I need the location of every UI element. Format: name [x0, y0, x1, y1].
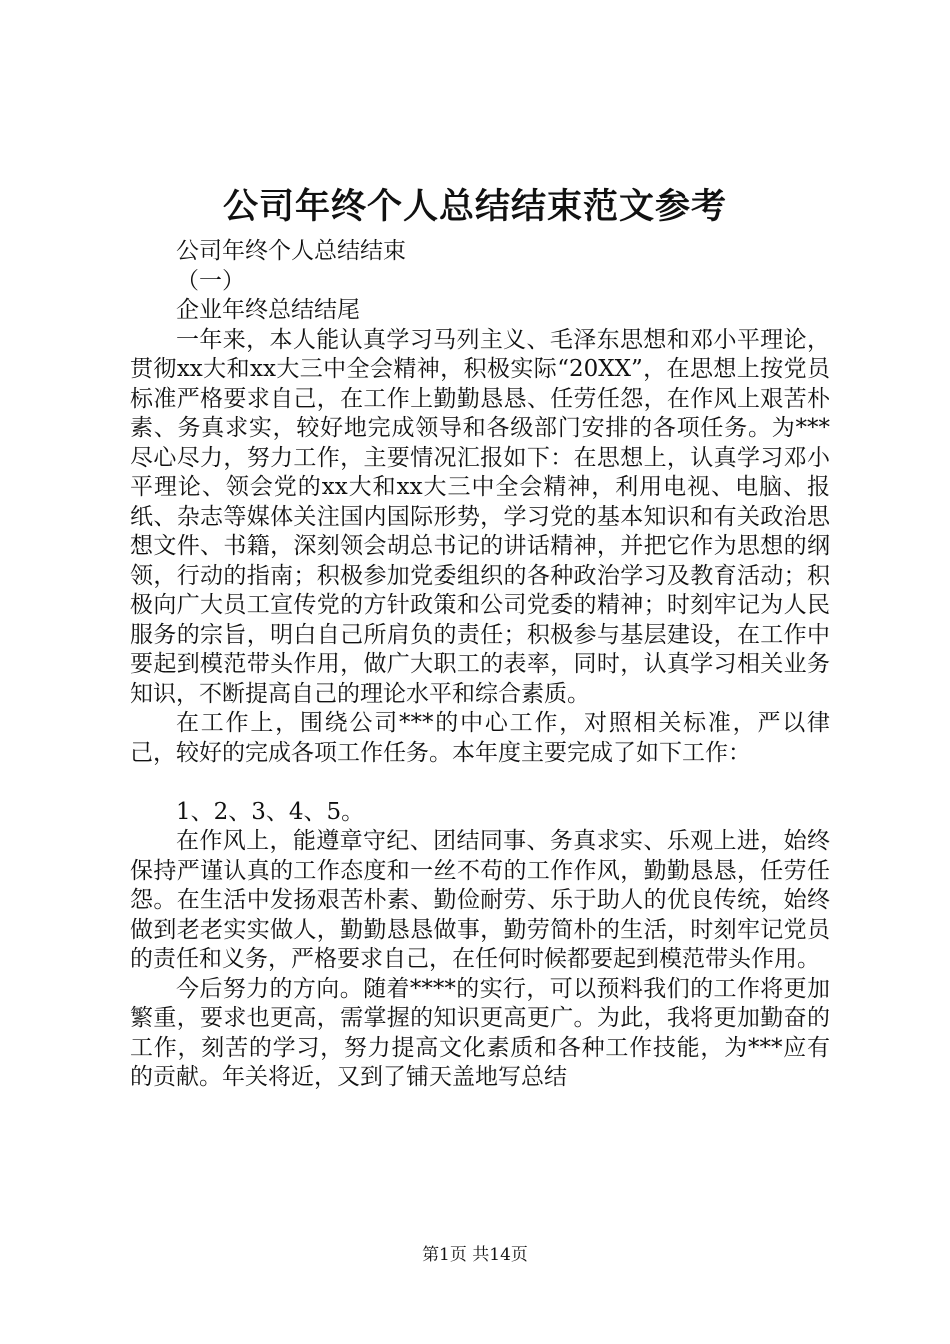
section-heading: 企业年终总结结尾	[176, 297, 360, 323]
paragraph: 在作风上，能遵章守纪、团结同事、务真求实、乐观上进，始终保持严谨认真的工作态度和一丝不苟的工作作风，勤勤恳恳，任劳任怨。在生活中发扬艰苦朴素、勤俭耐劳、乐于助人的优良传统，始终做到老老实实做人，勤勤恳恳做事，勤劳简朴的生活，时刻牢记党员的责任和义务，严格要求自己，在任何时候都要起到模范带头作用。	[130, 828, 830, 972]
paragraph: 今后努力的方向。随着****的实行，可以预料我们的工作将更加繁重，要求也更高，需掌握的知识更高更广。为此，我将更加勤奋的工作，刻苦的学习，努力提高文化素质和各种工作技能，为***应有的贡献。年关将近，又到了铺天盖地写总结	[130, 975, 830, 1090]
document-title: 公司年终个人总结结束范文参考	[222, 186, 727, 227]
list-line: 1、2、3、4、5。	[176, 798, 365, 825]
document-body	[130, 237, 830, 1093]
paragraph: 一年来，本人能认真学习马列主义、毛泽东思想和邓小平理论，贯彻xx大和xx大三中全会精神，积极实际“20XX”，在思想上按党员标准严格要求自己，在工作上勤勤恳恳、任劳任怨，在作风上艰苦朴素、务真求实，较好地完成领导和各级部门安排的各项任务。为***尽心尽力，努力工作，主要情况汇报如下：在思想上，认真学习邓小平理论、领会党的xx大和xx大三中全会精神，利用电视、电脑、报纸、杂志等媒体关注国内国际形势，学习党的基本知识和有关政治思想文件、书籍，深刻领会胡总书记的讲话精神，并把它作为思想的纲领，行动的指南；积极参加党委组织的各种政治学习及教育活动；积极向广大员工宣传党的方针政策和公司党委的精神；时刻牢记为人民服务的宗旨，明白自己所肩负的责任；积极参与基层建设，在工作中要起到模范带头作用，做广大职工的表率，同时，认真学习相关业务知识，不断提高自己的理论水平和综合素质。	[130, 326, 830, 707]
paragraph: 在工作上，围绕公司***的中心工作，对照相关标准，严以律己，较好的完成各项工作任务。本年度主要完成了如下工作：	[130, 710, 830, 766]
document-subtitle: 公司年终个人总结结束	[176, 238, 406, 264]
section-marker: （一）	[176, 267, 245, 294]
paragraph-gap	[130, 768, 830, 798]
page-footer: 第1页 共14页	[422, 1245, 528, 1265]
